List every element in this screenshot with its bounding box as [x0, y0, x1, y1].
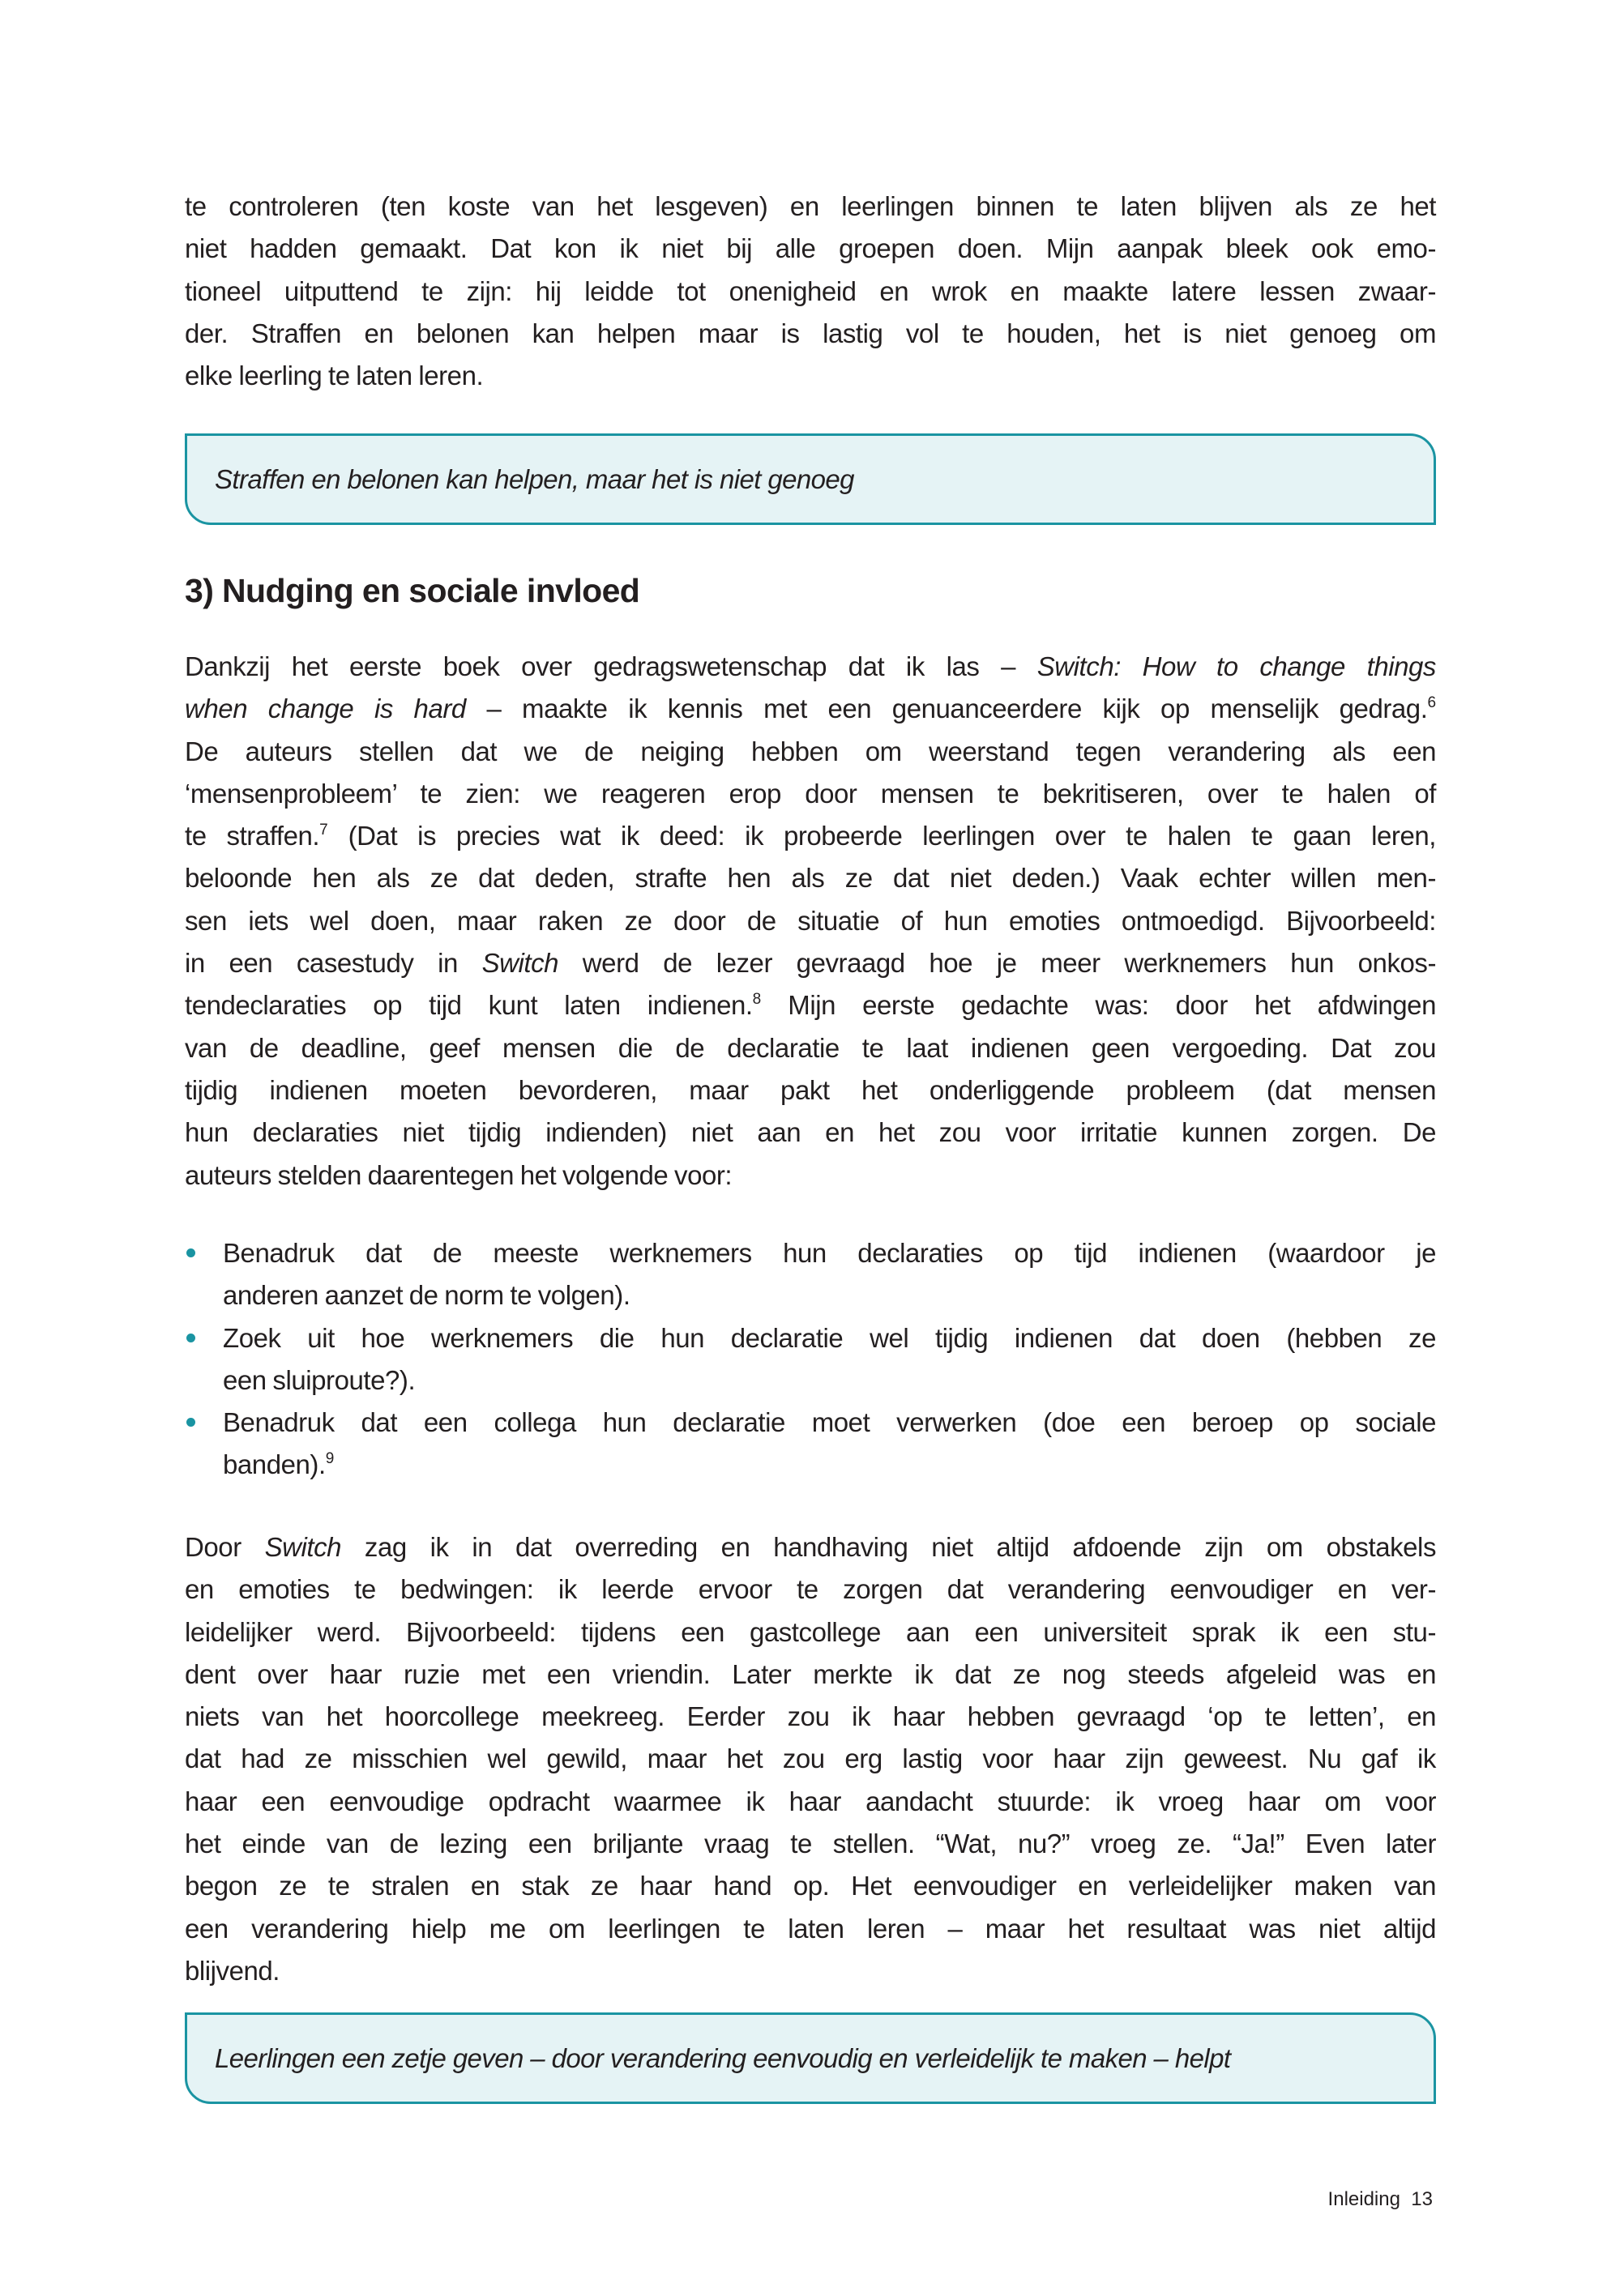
callout-text: Leerlingen een zetje geven – door verandering eenvoudig en verleidelijk te maken – helpt: [215, 2043, 1231, 2073]
bullet-list: [185, 1232, 1436, 1487]
section-heading: 3) Nudging en sociale invloed: [185, 572, 640, 609]
text-line: [185, 646, 1436, 688]
text-line: [185, 1738, 1436, 1780]
text-line: [185, 1696, 1436, 1738]
text-line: [185, 1526, 1436, 1568]
text-line: [223, 1274, 1436, 1317]
text-line: [185, 1950, 1436, 1992]
text-run: elke leerling te laten leren.: [185, 361, 484, 391]
text-run: te controleren (ten koste van het lesgeven) en leerlingen binnen te laten blijven als ze het: [185, 191, 1436, 221]
callout-box-straffen-belonen: [185, 433, 1436, 525]
text-line: [223, 1402, 1436, 1444]
text-run: banden).: [223, 1449, 326, 1480]
text-line: [185, 186, 1436, 228]
text-run: leidelijker werd. Bijvoorbeeld: tijdens een gastcollege aan een universiteit sprak ik een stu-: [185, 1616, 1436, 1647]
footnote-ref: 9: [325, 1450, 335, 1468]
text-run: dent over haar ruzie met een vriendin. Later merkte ik dat ze nog steeds afgeleid was en: [185, 1658, 1436, 1689]
text-line: [223, 1317, 1436, 1359]
text-run: Door: [185, 1532, 265, 1562]
text-line: [185, 942, 1436, 984]
text-run: Zoek uit hoe werknemers die hun declaratie wel tijdig indienen dat doen (hebben ze: [223, 1322, 1436, 1353]
text-run: zag ik in dat overreding en handhaving niet altijd afdoende zijn om obstakels: [341, 1532, 1436, 1562]
text-line: [185, 1568, 1436, 1611]
text-run: auteurs stelden daarentegen het volgende voor:: [185, 1159, 733, 1190]
text-line: [185, 1112, 1436, 1154]
text-run: hun declaraties niet tijdig indienden) niet aan en het zou voor irritatie kunnen zorgen. De: [185, 1117, 1436, 1148]
italic-title: Switch: How to change things: [1036, 651, 1436, 681]
paragraph-door-switch: [185, 1526, 1436, 1992]
paragraph-switch-book: [185, 646, 1436, 1197]
bullet-dot-icon: [186, 1248, 195, 1257]
bullet-item: [185, 1232, 1436, 1317]
running-section-title: Inleiding: [1327, 2188, 1400, 2210]
text-run: beloonde hen als ze dat deden, strafte hen als ze dat niet deden.) Vaak echter willen men-: [185, 863, 1436, 894]
callout-text: Straffen en belonen kan helpen, maar het is niet genoeg: [215, 464, 854, 494]
text-run: Dankzij het eerste boek over gedragswetenschap dat ik las –: [185, 651, 1037, 681]
bullet-text: [223, 1402, 1436, 1487]
footnote-ref: 7: [319, 822, 328, 839]
text-run: blijvend.: [185, 1955, 280, 1986]
text-line: [185, 1611, 1436, 1654]
text-line: [185, 1654, 1436, 1696]
text-line: [223, 1444, 1436, 1486]
text-run: tendeclaraties op tijd kunt laten indienen.: [185, 990, 753, 1021]
bullet-dot-icon: [186, 1418, 195, 1427]
text-run: een verandering hielp me om leerlingen te laten leren – maar het resultaat was niet altijd: [185, 1913, 1436, 1944]
text-run: en emoties te bedwingen: ik leerde ervoor te zorgen dat verandering eenvoudiger en ver-: [185, 1574, 1436, 1605]
text-run: niet hadden gemaakt. Dat kon ik niet bij alle groepen doen. Mijn aanpak bleek ook emo-: [185, 233, 1436, 264]
callout-box-zetje-geven: [185, 2012, 1436, 2104]
italic-title: when change is hard: [185, 693, 466, 724]
page-footer: [1328, 2187, 1433, 2212]
text-run: dat had ze misschien wel gewild, maar het zou erg lastig voor haar zijn geweest. Nu gaf ik: [185, 1743, 1436, 1774]
text-line: [223, 1359, 1436, 1402]
footnote-ref: 6: [1427, 694, 1437, 712]
text-run: Benadruk dat de meeste werknemers hun declaraties op tijd indienen (waardoor je: [223, 1238, 1436, 1268]
text-line: [185, 1865, 1436, 1907]
text-run: van de deadline, geef mensen die de declaratie te laat indienen geen vergoeding. Dat zou: [185, 1032, 1436, 1063]
page-number: 13: [1411, 2188, 1433, 2210]
text-line: [185, 773, 1436, 815]
text-line: [185, 900, 1436, 942]
text-line: [185, 1823, 1436, 1865]
text-line: [185, 1781, 1436, 1823]
text-line: [185, 1154, 1436, 1197]
text-line: [185, 1069, 1436, 1112]
text-line: [185, 228, 1436, 270]
text-run: te straffen.: [185, 821, 320, 851]
bullet-text: [223, 1232, 1436, 1317]
text-line: [185, 815, 1436, 857]
text-run: Mijn eerste gedachte was: door het afdwingen: [761, 990, 1436, 1021]
text-run: sen iets wel doen, maar raken ze door de situatie of hun emoties ontmoedigd. Bijvoorbeeld:: [185, 905, 1436, 936]
text-run: in een casestudy in: [185, 948, 482, 979]
text-line: [185, 984, 1436, 1026]
bullet-text: [223, 1317, 1436, 1402]
text-run: De auteurs stellen dat we de neiging hebben om weerstand tegen verandering als een: [185, 736, 1436, 766]
text-run: Benadruk dat een collega hun declaratie moet verwerken (doe een beroep op sociale: [223, 1407, 1436, 1438]
text-line: [185, 1908, 1436, 1950]
text-run: een sluiproute?).: [223, 1364, 416, 1395]
footnote-ref: 8: [752, 991, 762, 1009]
text-run: tioneel uitputtend te zijn: hij leidde tot onenigheid en wrok en maakte latere lessen zwaar-: [185, 275, 1436, 306]
text-run: (Dat is precies wat ik deed: ik probeerde leerlingen over te halen te gaan leren,: [327, 821, 1436, 851]
bullet-item: [185, 1317, 1436, 1402]
text-run: begon ze te stralen en stak ze haar hand op. Het eenvoudiger en verleidelijker maken van: [185, 1871, 1436, 1901]
text-run: het einde van de lezing een briljante vraag te stellen. “Wat, nu?” vroeg ze. “Ja!” Even later: [185, 1829, 1436, 1859]
text-run: – maakte ik kennis met een genuanceerdere kijk op menselijk gedrag.: [465, 693, 1428, 724]
text-line: [185, 313, 1436, 355]
text-line: [185, 688, 1436, 730]
text-run: tijdig indienen moeten bevorderen, maar pakt het onderliggende probleem (dat mensen: [185, 1074, 1436, 1105]
bullet-dot-icon: [186, 1334, 195, 1342]
text-line: [185, 355, 1436, 397]
text-run: der. Straffen en belonen kan helpen maar is lastig vol te houden, het is niet genoeg om: [185, 318, 1436, 348]
text-line: [185, 271, 1436, 313]
text-line: [185, 1027, 1436, 1069]
italic-title: Switch: [264, 1532, 342, 1562]
text-run: haar een eenvoudige opdracht waarmee ik haar aandacht stuurde: ik vroeg haar om voor: [185, 1786, 1436, 1816]
text-line: [185, 857, 1436, 899]
text-run: anderen aanzet de norm te volgen).: [223, 1280, 630, 1311]
text-run: werd de lezer gevraagd hoe je meer werknemers hun onkos-: [558, 948, 1436, 979]
text-line: [223, 1232, 1436, 1274]
text-line: [185, 731, 1436, 773]
paragraph-intro-continuation: [185, 186, 1436, 397]
bullet-item: [185, 1402, 1436, 1487]
text-run: ‘mensenprobleem’ te zien: we reageren erop door mensen te bekritiseren, over te halen of: [185, 778, 1436, 809]
text-run: niets van het hoorcollege meekreeg. Eerder zou ik haar hebben gevraagd ‘op te letten’, en: [185, 1701, 1436, 1732]
italic-title: Switch: [481, 948, 559, 979]
